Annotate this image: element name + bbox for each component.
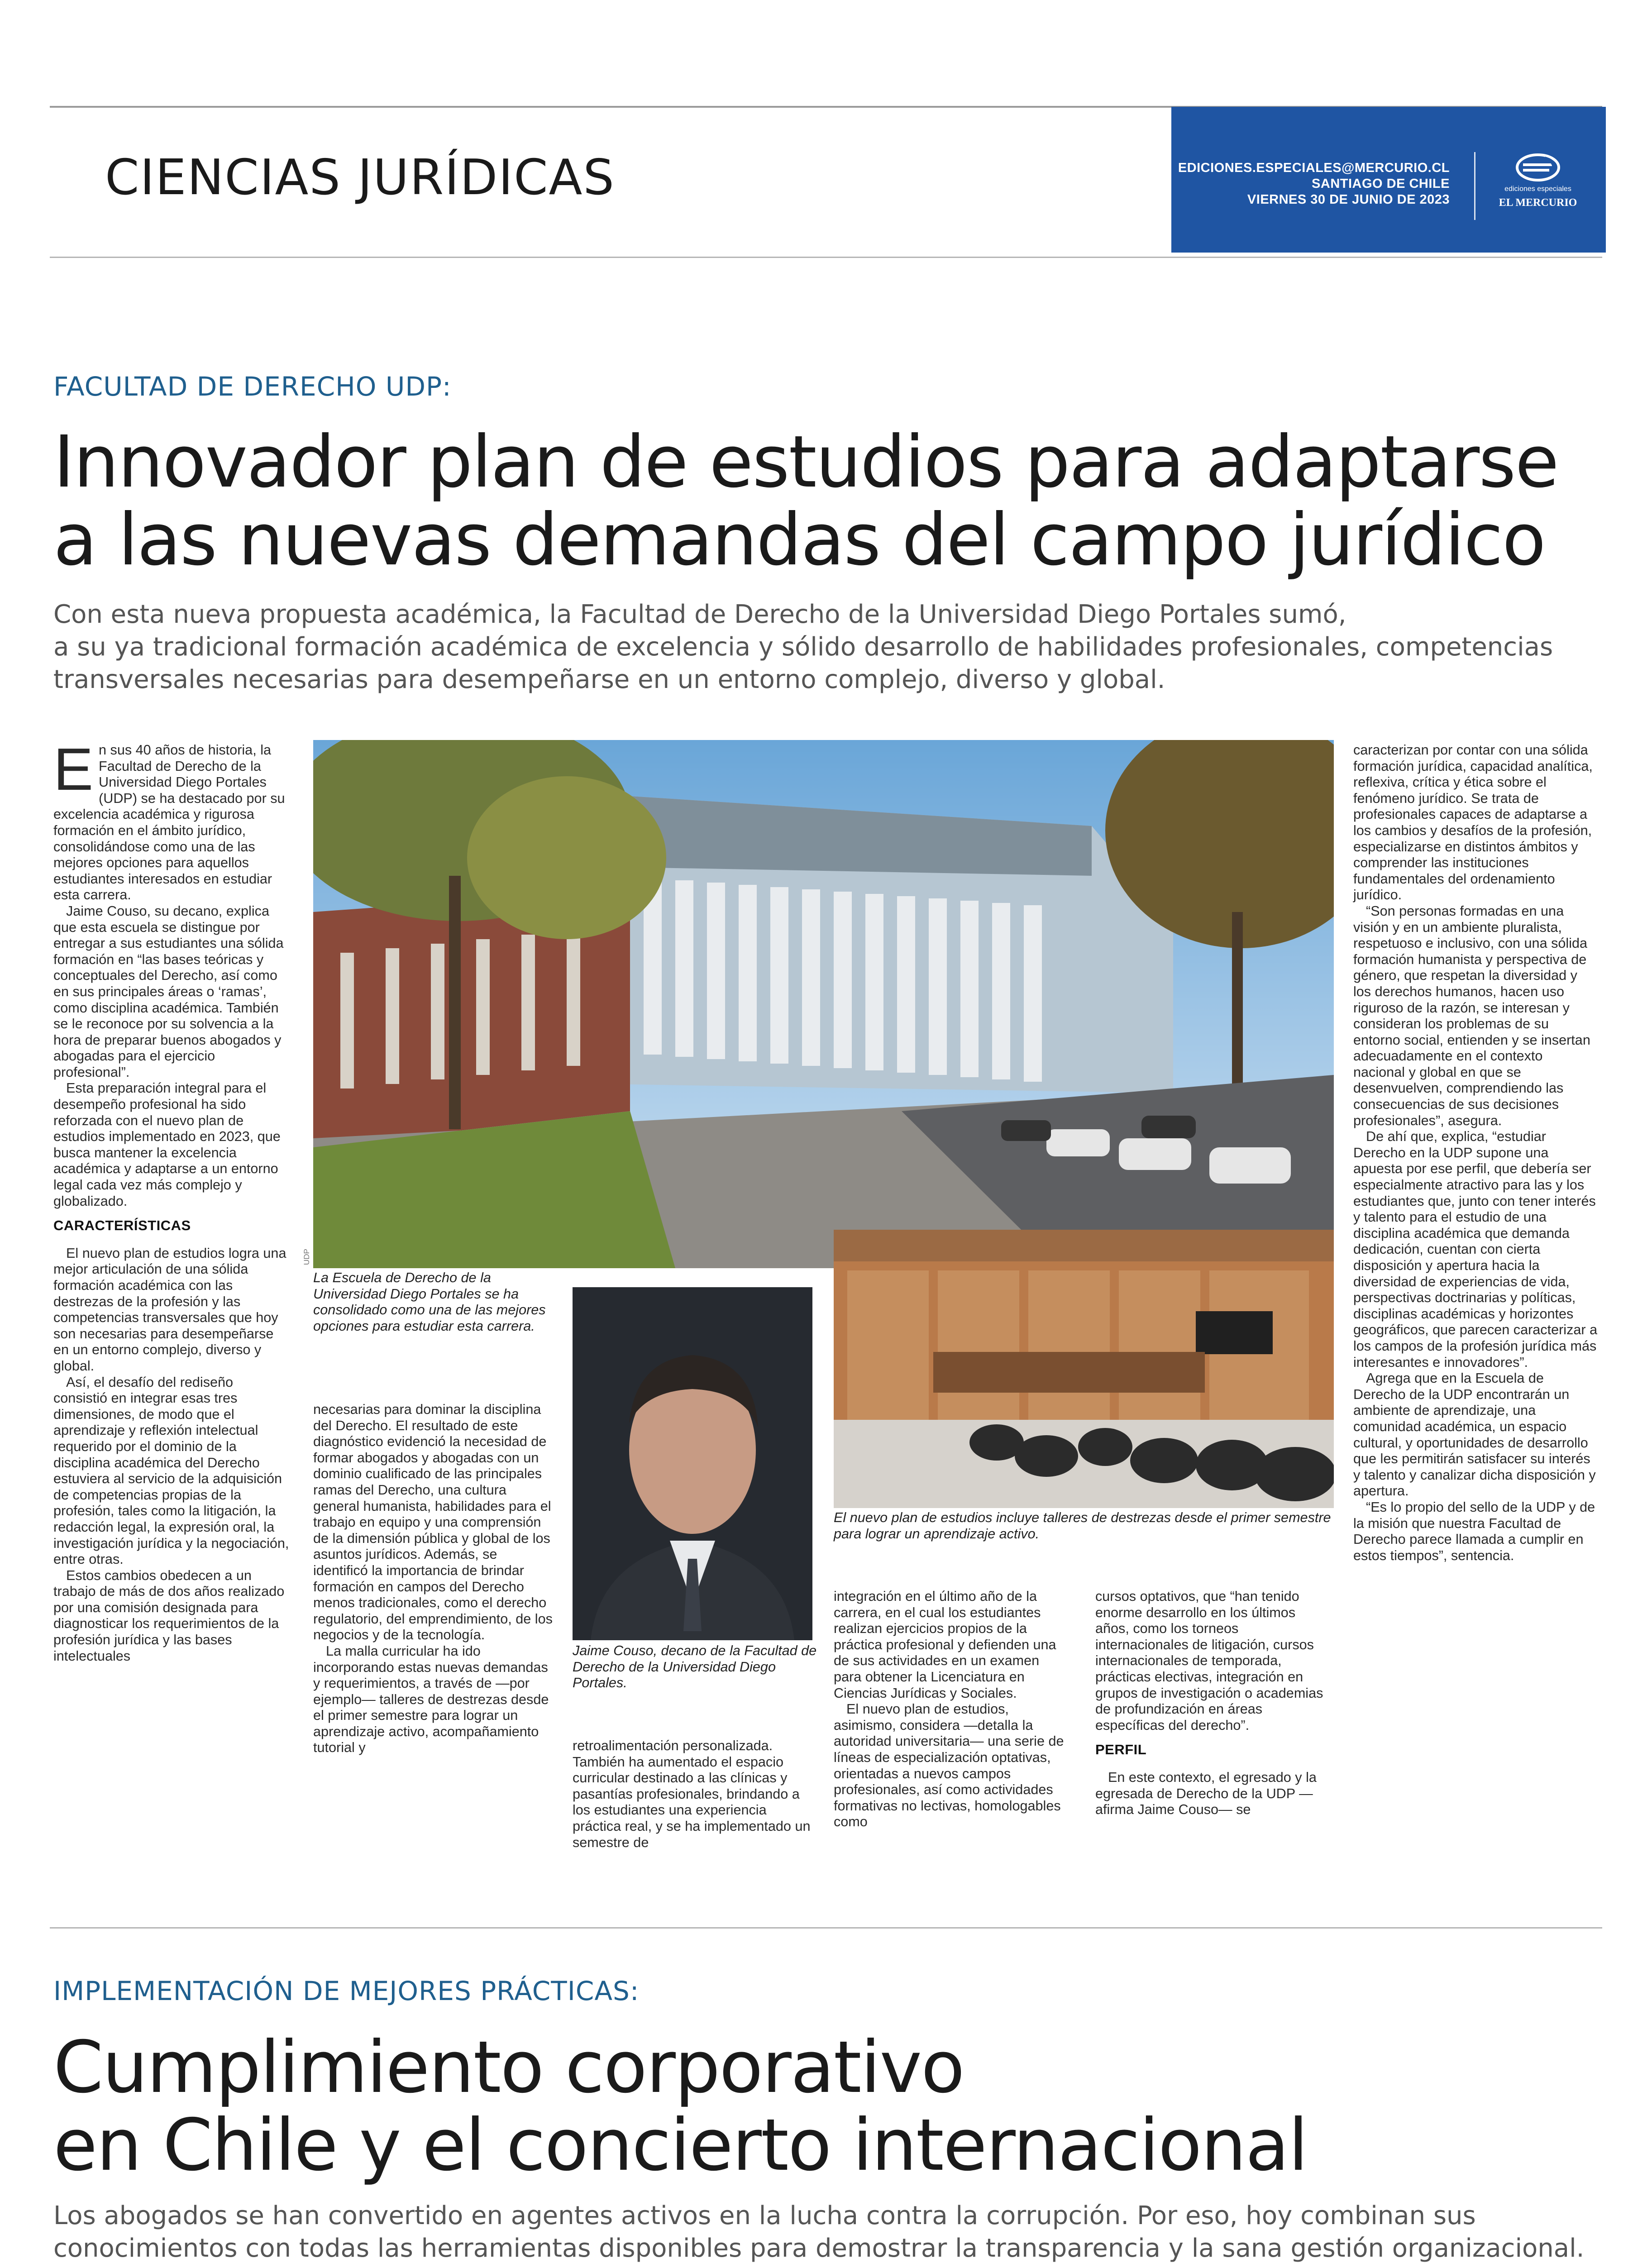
paragraph: cursos optativos, que “han tenido enorme desarrollo en los últimos años, como los torneos internacionales de litigación, cursos internacionales de temporada, prácticas electivas, integración en grupos de investigación o academias de profundización en áreas específicas del derecho”. [1095, 1589, 1323, 1733]
article1-lede-line3: transversales necesarias para desempeñarse en un entorno complejo, diverso y global. [53, 665, 1165, 694]
paragraph: necesarias para dominar la disciplina del Derecho. El resultado de este diagnóstico evidenció la necesidad de formar abogados y abogadas con un dominio cualificado de las principales ramas del Derecho, una cultura general humanista, habilidades para el trabajo en equipo y una comprensión de la dimensión pública y global de los asuntos jurídicos. Además, se identificó la importancia de brindar formación en campos del Derecho menos tradicionales, como el derecho regulatorio, del emprendimiento, de los negocios y de la tecnología. [313, 1402, 553, 1643]
el-mercurio-logo [1488, 153, 1588, 225]
article2-headline [53, 2026, 1308, 2187]
paragraph: retroalimentación personalizada. También ha aumentado el espacio curricular destinado a las clínicas y pasantías profesionales, brindando a los estudiantes una experiencia práctica real, y se ha implementado un semestre de [573, 1738, 811, 1850]
article1-column-2 [313, 1402, 555, 1756]
subheading-caracteristicas: CARACTERÍSTICAS [53, 1217, 191, 1234]
photo-credit: UDP [302, 1249, 311, 1265]
paragraph: integración en el último año de la carrera, en el cual los estudiantes realizan ejercicios propios de la práctica profesional y defienden una de sus actividades en un examen para obtener la Licenciatura en Ciencias Jurídicas y Sociales. [834, 1589, 1056, 1701]
logo-small-text: ediciones especiales [1504, 185, 1571, 193]
article1-kicker: FACULTAD DE DERECHO UDP: [53, 371, 452, 402]
article1-column-4 [834, 1589, 1069, 1830]
paragraph: El nuevo plan de estudios, asimismo, considera —detalla la autoridad universitaria— una serie de líneas de especialización optativas, orientadas a nuevos campos profesionales, así como actividades formativas no lectivas, homologables como [834, 1701, 1064, 1830]
classroom-illustration [834, 1230, 1334, 1508]
paragraph: Jaime Couso, su decano, explica que esta escuela se distingue por entregar a sus estudiantes una sólida formación en “las bases teóricas y conceptuales del Derecho, así como en sus principales áreas o ‘ramas’, como disciplina académica. También se le reconoce por su solvencia a la hora de preparar buenos abogados y abogadas para el ejercicio profesional”. [53, 903, 284, 1080]
paragraph: Agrega que en la Escuela de Derecho de la UDP encontrarán un ambiente de aprendizaje, una comunidad académica, un espacio cultural, y oportunidades de desarrollo que les permitirán satisfacer su interés y talento y canalizar dicha disposición y apertura. [1353, 1370, 1596, 1499]
paragraph: Esta preparación integral para el desempeño profesional ha sido reforzada con el nuevo plan de estudios implementado en 2023, que busca mantener la excelencia académica y adaptarse a un entorno legal cada vez más complejo y globalizado. [53, 1080, 281, 1209]
article1-lede-line2: a su ya tradicional formación académica de excelencia y sólido desarrollo de habilidades profesionales, competencias [53, 632, 1553, 662]
contact-box [1171, 107, 1606, 253]
classroom-photo [834, 1230, 1334, 1508]
article1-headline [53, 420, 1558, 582]
paragraph: “Son personas formadas en una visión y en un ambiente pluralista, respetuoso e inclusivo, con una sólida formación humanista y perspectiva de género, que respetan la diversidad y los derechos humanos, hacen uso riguroso de la razón, se interesan y consideran los problemas de su entorno social, entienden y se insertan adecuadamente en el contexto nacional y global en que se desenvuelven, comprendiendo las consecuencias de sus decisiones profesionales”, asegura. [1353, 903, 1590, 1128]
article1-column-3 [573, 1738, 812, 1851]
portrait-photo [573, 1287, 812, 1640]
dean-portrait-illustration [573, 1287, 812, 1640]
paragraph: Así, el desafío del rediseño consistió en integrar esas tres dimensiones, de modo que el aprendizaje y reflexión intelectual requerido por el dominio de la disciplina académica del Derecho estuviera al servicio de la adquisición de competencias propias de la profesión, tales como la litigación, la redacción legal, la expresión oral, la investigación jurídica y la negociación, entre otras. [53, 1374, 289, 1567]
udp-building-illustration [313, 740, 1334, 1268]
contact-info [1178, 160, 1450, 208]
paragraph: La malla curricular ha ido incorporando estas nuevas demandas y requerimientos, a través de —por ejemplo— talleres de destrezas desde el primer semestre para lograr un aprendizaje activo, acompañamiento tutorial y [313, 1643, 549, 1756]
contact-city: SANTIAGO DE CHILE [1312, 177, 1450, 191]
section-title: CIENCIAS JURÍDICAS [105, 149, 615, 206]
paragraph: De ahí que, explica, “estudiar Derecho en la UDP supone una apuesta por ese perfil, que debería ser especialmente atractivo para las y los estudiantes que, junto con tener interés y talento para el estudio de una disciplina académica que demanda dedicación, cuentan con cierta disposición y apertura hacia la diversidad de experiencias de vida, perspectivas doctrinarias y políticas, disciplinas académicas y horizontes geográficos, que parecen caracterizar a los campos de la profesión jurídica más interesantes e innovadores”. [1353, 1129, 1598, 1370]
article1-headline-line1: Innovador plan de estudios para adaptarse [53, 420, 1558, 504]
article2-lede-line2: conocimientos con todas las herramientas disponibles para demostrar la transparencia y la sana gestión organizacional. [53, 2234, 1585, 2263]
logo-mark-icon [1513, 153, 1563, 182]
caption-classroom: El nuevo plan de estudios incluye talleres de destrezas desde el primer semestre para lograr un aprendizaje activo. [834, 1510, 1331, 1542]
caption-portrait: Jaime Couso, decano de la Facultad de Derecho de la Universidad Diego Portales. [573, 1643, 817, 1691]
article2-headline-line2: en Chile y el concierto internacional [53, 2104, 1308, 2187]
article1-lede-line1: Con esta nueva propuesta académica, la Facultad de Derecho de la Universidad Diego Portales sumó, [53, 600, 1346, 629]
article2-lede [53, 2200, 1584, 2263]
article1-headline-line2: a las nuevas demandas del campo jurídico [53, 498, 1545, 582]
paragraph: El nuevo plan de estudios logra una mejor articulación de una sólida formación académica con las destrezas de la profesión y las competencias transversales que hoy son necesarias para desempeñarse en un entorno complejo, diverso y global. [53, 1245, 286, 1374]
article-divider [50, 1927, 1602, 1929]
logo-brand-text: EL MERCURIO [1499, 197, 1577, 209]
article2-lede-line1: Los abogados se han convertido en agentes activos en la lucha contra la corrupción. Por eso, hoy combinan sus [53, 2201, 1476, 2230]
paragraph: n sus 40 años de historia, la Facultad de Derecho de la Universidad Diego Portales (UDP) se ha destacado por su excelencia académica y rigurosa formación en el ámbito jurídico, consolidándose como una de las mejores opciones para aquellos estudiantes interesados en estudiar esta carrera. [53, 742, 285, 903]
paragraph: Estos cambios obedecen a un trabajo de más de dos años realizado por una comisión designada para diagnosticar los requerimientos de la profesión jurídica y las bases intelectuales [53, 1567, 285, 1664]
contact-email[interactable]: EDICIONES.ESPECIALES@MERCURIO.CL [1178, 161, 1450, 175]
dropcap: E [53, 736, 94, 802]
article2-kicker: IMPLEMENTACIÓN DE MEJORES PRÁCTICAS: [53, 1976, 640, 2006]
article1-column-1 [53, 736, 290, 1664]
article1-column-5 [1095, 1589, 1333, 1818]
paragraph: En este contexto, el egresado y la egresada de Derecho de la UDP —afirma Jaime Couso— se [1095, 1769, 1317, 1818]
subheading-perfil: PERFIL [1095, 1742, 1147, 1758]
contact-date: VIERNES 30 DE JUNIO DE 2023 [1247, 192, 1450, 207]
article1-column-6 [1353, 742, 1598, 1564]
paragraph: caracterizan por contar con una sólida formación jurídica, capacidad analítica, reflexiva, crítica y ética sobre el fenómeno jurídico. Se trata de profesionales capaces de adaptarse a los cambios y desafíos de la profesión, especializarse en distintos ámbitos y comprender las instituciones fundamentales del ordenamiento jurídico. [1353, 742, 1593, 903]
contact-divider [1474, 152, 1475, 220]
building-photo [313, 740, 1334, 1268]
article2-headline-line1: Cumplimiento corporativo [53, 2026, 964, 2109]
caption-building: La Escuela de Derecho de la Universidad Diego Portales se ha consolidado como una de las mejores opciones para estudiar esta carrera. [313, 1270, 546, 1334]
article1-lede [53, 598, 1553, 696]
header-bottom-rule [50, 257, 1602, 258]
paragraph: “Es lo propio del sello de la UDP y de la misión que nuestra Facultad de Derecho parece llamada a cumplir en estos tiempos”, sentencia. [1353, 1499, 1595, 1563]
